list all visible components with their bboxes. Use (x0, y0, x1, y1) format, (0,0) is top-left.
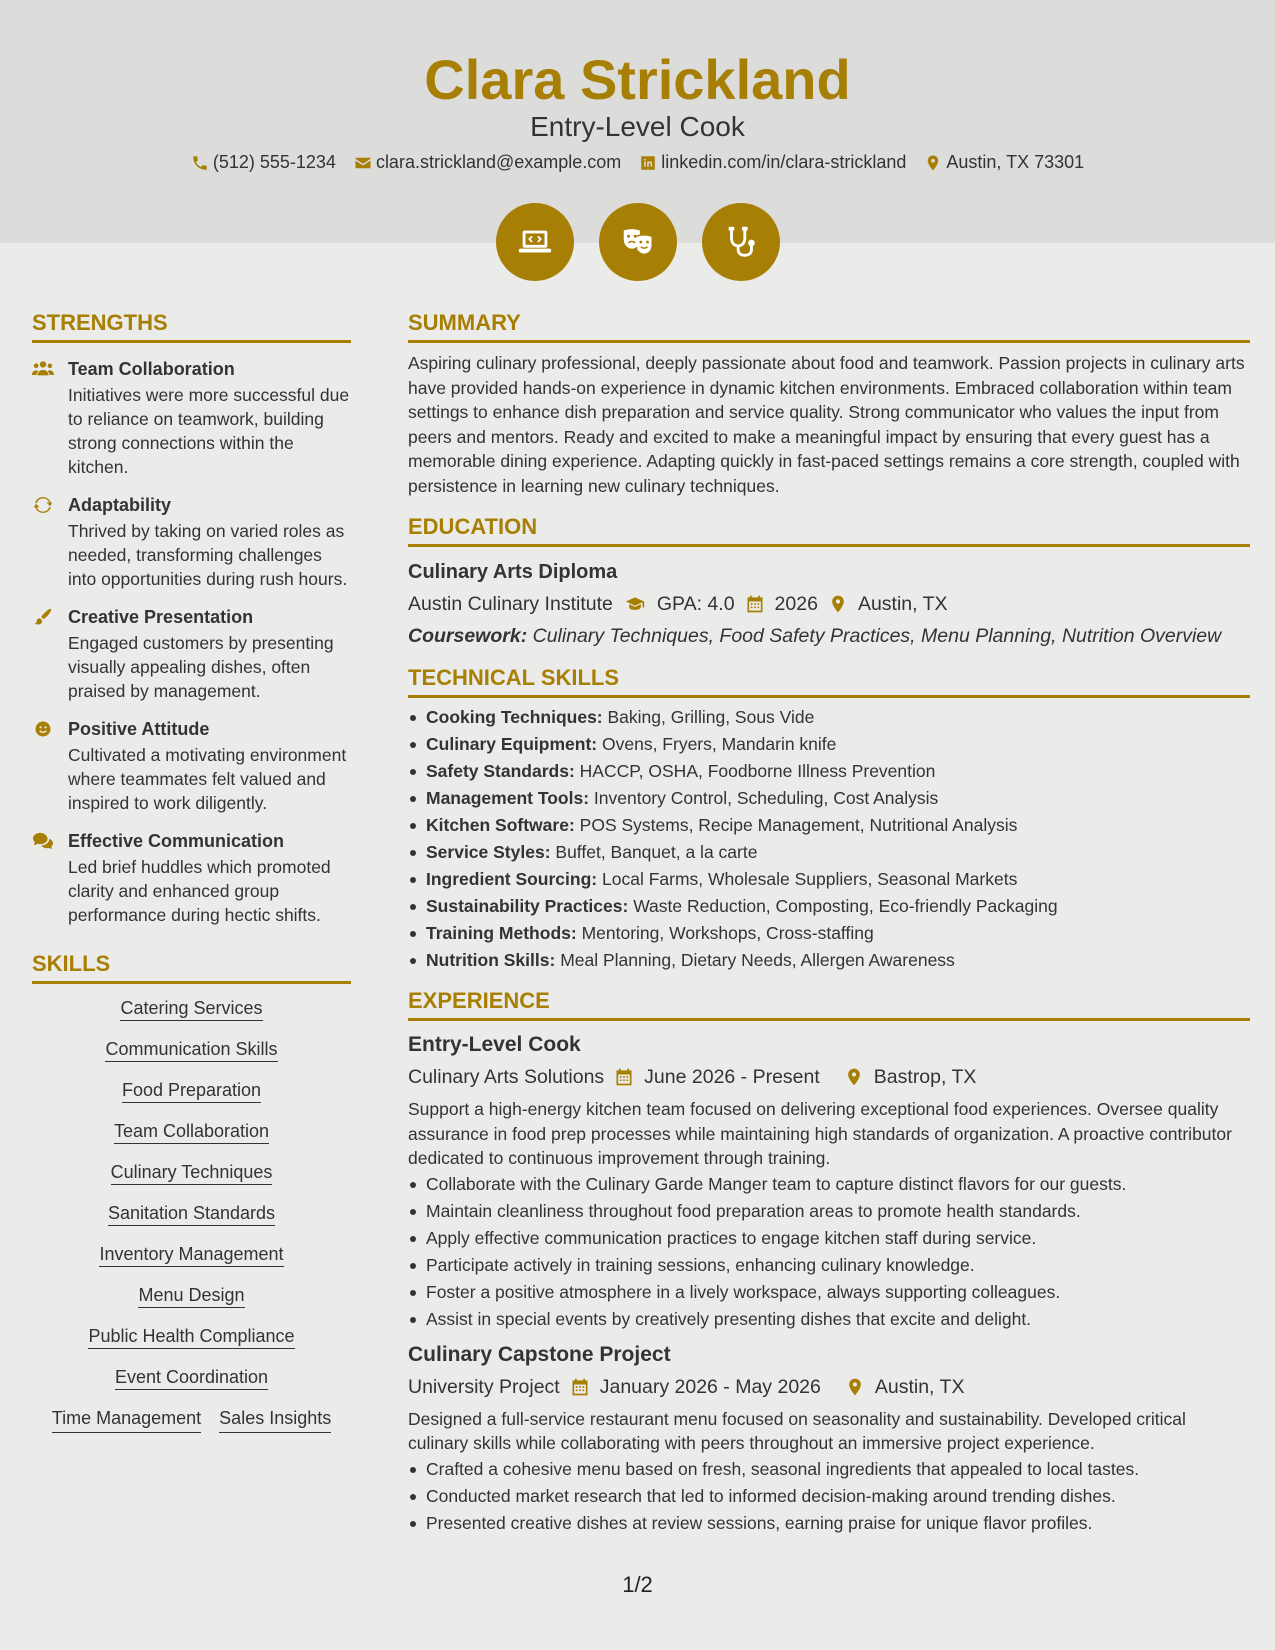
strength-desc: Engaged customers by presenting visually appealing dishes, often praised by management. (68, 633, 334, 701)
skill-row (32, 1160, 351, 1184)
experience-heading: EXPERIENCE (408, 988, 1250, 1021)
list-item: Conducted market research that led to informed decision-making around trending dishes. (408, 1483, 1250, 1510)
theater-masks-icon (619, 223, 657, 261)
candidate-name: Clara Strickland (424, 48, 851, 111)
strength-desc: Led brief huddles which promoted clarity and enhanced group performance during hectic shifts. (68, 857, 331, 925)
location-text: Austin, TX 73301 (946, 152, 1085, 172)
contact-location (924, 152, 1084, 173)
list-item: Apply effective communication practices to engage kitchen staff during service. (408, 1225, 1250, 1252)
skill-row (32, 1078, 351, 1102)
list-item: Collaborate with the Culinary Garde Manger team to capture distinct flavors for our guests. (408, 1171, 1250, 1198)
skill-row (32, 1365, 351, 1389)
linkedin-icon (639, 154, 657, 172)
strength-item (32, 717, 351, 815)
linkedin-text: linkedin.com/in/clara-strickland (661, 152, 907, 172)
calendar-icon (614, 1067, 634, 1087)
badge-laptop-code (496, 203, 574, 281)
list-item: Ingredient Sourcing: Local Farms, Wholesale Suppliers, Seasonal Markets (408, 866, 1250, 893)
skill-tag: Communication Skills (105, 1039, 277, 1062)
graduation-cap-icon (623, 594, 647, 614)
technical-skills-heading: TECHNICAL SKILLS (408, 665, 1250, 698)
candidate-role: Entry-Level Cook (530, 111, 745, 142)
stethoscope-icon (722, 223, 760, 261)
users-icon (32, 359, 54, 379)
contact-bar (0, 152, 1275, 173)
skill-tag: Sales Insights (219, 1406, 331, 1433)
email-text: clara.strickland@example.com (375, 152, 622, 172)
map-marker-icon (828, 594, 848, 614)
comments-icon (32, 831, 54, 851)
list-item: Maintain cleanliness throughout food preparation areas to promote health standards. (408, 1198, 1250, 1225)
skill-row (32, 1201, 351, 1225)
list-item: Nutrition Skills: Meal Planning, Dietary Needs, Allergen Awareness (408, 947, 1250, 974)
coursework (408, 623, 1250, 649)
skill-tag: Public Health Compliance (88, 1326, 294, 1349)
skills-list (32, 996, 351, 1450)
list-item: Cooking Techniques: Baking, Grilling, Sous Vide (408, 704, 1250, 731)
skills-heading: SKILLS (32, 951, 351, 984)
calendar-icon (745, 594, 765, 614)
smile-icon (32, 719, 54, 739)
strength-desc: Initiatives were more successful due to reliance on teamwork, building strong connections within the kitchen. (68, 385, 350, 477)
laptop-code-icon (516, 223, 554, 261)
list-item: Kitchen Software: POS Systems, Recipe Management, Nutritional Analysis (408, 812, 1250, 839)
skill-tag: Inventory Management (99, 1244, 283, 1267)
strength-title: Positive Attitude (68, 719, 210, 739)
technical-skills-list (408, 704, 1250, 974)
calendar-icon (570, 1377, 590, 1397)
skill-tag: Team Collaboration (114, 1121, 269, 1144)
list-item: Training Methods: Mentoring, Workshops, Cross-staffing (408, 920, 1250, 947)
strength-title: Team Collaboration (68, 359, 235, 379)
job-org: University Project (408, 1375, 560, 1398)
right-column (408, 310, 1250, 1537)
skill-tag: Time Management (52, 1406, 201, 1433)
list-item: Foster a positive atmosphere in a lively workspace, always supporting colleagues. (408, 1279, 1250, 1306)
skill-row (32, 1324, 351, 1348)
list-item: Service Styles: Buffet, Banquet, a la carte (408, 839, 1250, 866)
education-heading: EDUCATION (408, 514, 1250, 547)
skill-tag: Event Coordination (115, 1367, 268, 1390)
left-column (32, 310, 351, 1450)
job-bullets (408, 1171, 1250, 1333)
strength-desc: Cultivated a motivating environment where teammates felt valued and inspired to work diligently. (68, 745, 347, 813)
badge-theater-masks (599, 203, 677, 281)
strength-item (32, 493, 351, 591)
strength-title: Creative Presentation (68, 607, 254, 627)
contact-email[interactable] (354, 152, 621, 173)
job-title: Entry-Level Cook (408, 1033, 581, 1056)
job-details (408, 1373, 1250, 1401)
page-number: 1/2 (622, 1572, 653, 1597)
skill-row (32, 996, 351, 1020)
degree-title: Culinary Arts Diploma (408, 561, 618, 583)
job-title: Culinary Capstone Project (408, 1342, 671, 1366)
envelope-icon (354, 154, 372, 172)
strength-item (32, 605, 351, 703)
job-org: Culinary Arts Solutions (408, 1066, 605, 1088)
school-name: Austin Culinary Institute (408, 593, 613, 615)
list-item: Participate actively in training sessions, enhancing culinary knowledge. (408, 1252, 1250, 1279)
strength-title: Adaptability (68, 495, 172, 515)
strength-item (32, 829, 351, 927)
strength-item (32, 357, 351, 479)
job-dates: January 2026 - May 2026 (599, 1375, 821, 1398)
job-location: Austin, TX (874, 1375, 965, 1398)
phone-icon (191, 154, 209, 172)
strength-desc: Thrived by taking on varied roles as needed, transforming challenges into opportunities during rush hours. (68, 521, 348, 589)
job-location: Bastrop, TX (873, 1066, 977, 1088)
skill-row (32, 1119, 351, 1143)
job-description: Designed a full-service restaurant menu focused on seasonality and sustainability. Developed critical culinary skills while collaborating with peers throughout an immersive project experience. (408, 1408, 1186, 1453)
gpa: GPA: 4.0 (656, 593, 735, 615)
list-item: Presented creative dishes at review sessions, earning praise for unique flavor profiles. (408, 1510, 1250, 1537)
paint-brush-icon (32, 607, 54, 627)
education-details (408, 591, 1250, 617)
sync-icon (32, 495, 54, 515)
skill-row (32, 1283, 351, 1307)
list-item: Assist in special events by creatively presenting dishes that excite and delight. (408, 1306, 1250, 1333)
graduation-year: 2026 (774, 593, 818, 615)
job-bullets (408, 1456, 1250, 1537)
contact-linkedin[interactable] (639, 152, 906, 173)
map-marker-icon (844, 1067, 864, 1087)
strength-title: Effective Communication (68, 831, 285, 851)
skill-tag: Menu Design (138, 1285, 244, 1308)
job-description: Support a high-energy kitchen team focused on delivering exceptional food experiences. Oversee quality assurance in food prep processes while maintaining high standards of organization. A proactive contributor dedicated to continuous improvement through training. (408, 1099, 1232, 1168)
job-details (408, 1063, 1250, 1091)
map-marker-icon (845, 1377, 865, 1397)
contact-phone[interactable] (191, 152, 336, 173)
skill-tag: Food Preparation (122, 1080, 261, 1103)
strengths-heading: STRENGTHS (32, 310, 351, 343)
interest-badges (0, 203, 1275, 281)
list-item: Management Tools: Inventory Control, Scheduling, Cost Analysis (408, 785, 1250, 812)
list-item: Culinary Equipment: Ovens, Fryers, Mandarin knife (408, 731, 1250, 758)
school-location: Austin, TX (857, 593, 948, 615)
coursework-list: Culinary Techniques, Food Safety Practices, Menu Planning, Nutrition Overview (532, 625, 1222, 647)
coursework-label: Coursework: (408, 625, 528, 647)
skill-row (32, 1242, 351, 1266)
list-item: Sustainability Practices: Waste Reduction, Composting, Eco-friendly Packaging (408, 893, 1250, 920)
skill-tag: Sanitation Standards (108, 1203, 275, 1226)
summary-heading: SUMMARY (408, 310, 1250, 343)
summary-text: Aspiring culinary professional, deeply passionate about food and teamwork. Passion projects in culinary arts have provided hands-on experience in dynamic kitchen environments. Embraced collaboration within team settings to enhance dish preparation and service quality. Strong communicator who values the input from peers and mentors. Ready and excited to make a meaningful impact by ensuring that every guest has a memorable dining experience. Adapting quickly in fast-paced settings remains a core strength, coupled with persistence in learning new culinary techniques. (408, 353, 1245, 496)
phone-text: (512) 555-1234 (212, 152, 336, 172)
list-item: Safety Standards: HACCP, OSHA, Foodborne Illness Prevention (408, 758, 1250, 785)
list-item: Crafted a cohesive menu based on fresh, seasonal ingredients that appealed to local tastes. (408, 1456, 1250, 1483)
job-dates: June 2026 - Present (644, 1066, 820, 1088)
skill-tag: Culinary Techniques (111, 1162, 273, 1185)
skill-row (32, 1037, 351, 1061)
skill-tag: Catering Services (120, 998, 262, 1021)
badge-stethoscope (702, 203, 780, 281)
map-marker-icon (924, 154, 942, 172)
